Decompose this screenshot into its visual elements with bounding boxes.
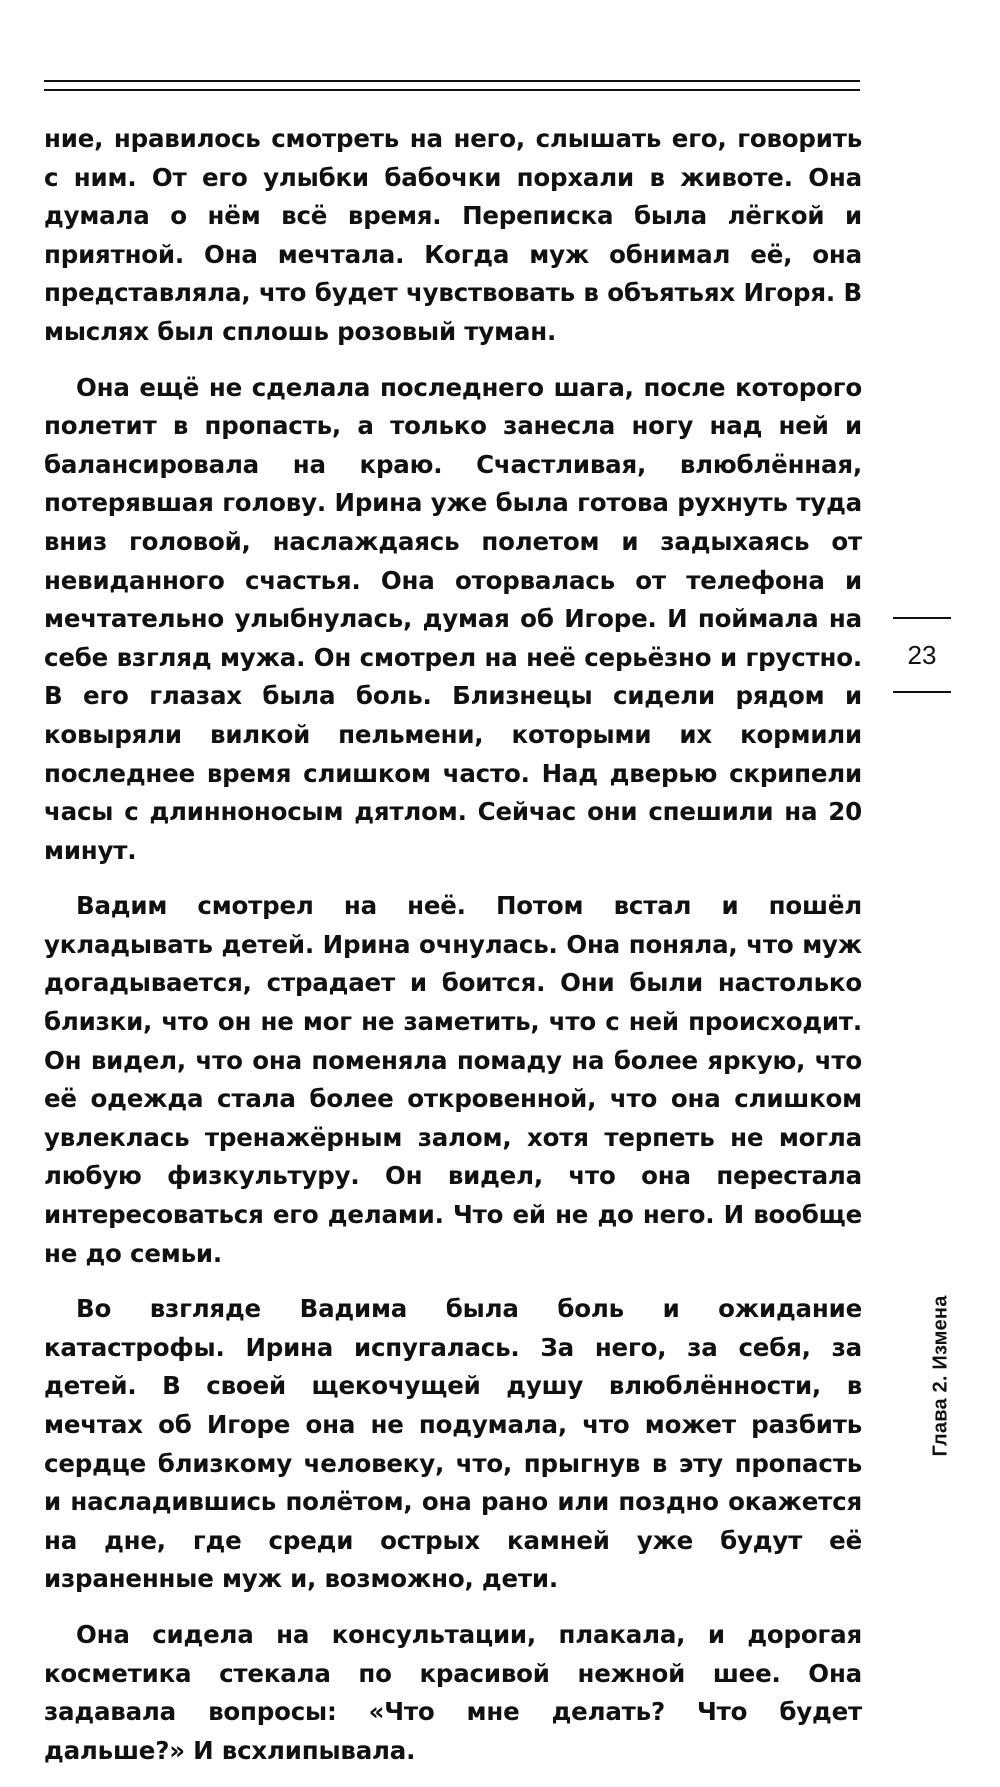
paragraph-1: ние, нравилось смотреть на него, слышать его, говорить с ним. От его улыбки бабочки порхали в животе. Она думала о нём всё время. Переписка была лёгкой и приятной. Она мечтала. Когда муж обнимал её, она представляла, что будет чувствовать в объятьях Игоря. В мыслях был сплошь розовый туман. (44, 124, 862, 346)
paragraph-3: Вадим смотрел на неё. Потом встал и пошёл укладывать детей. Ирина очнулась. Она поняла, что муж догадывается, страдает и боится. Они были настолько близки, что он не мог не заметить, что с ней происходит. Он видел, что она поменяла помаду на более яркую, что её одежда стала более откровенной, что она слишком увлеклась тренажёрным залом, хотя терпеть не могла любую физкультуру. Он видел, что она перестала интересоваться его делами. Что ей не до него. И вообще не до семьи. (44, 891, 862, 1268)
paragraph-2: Она ещё не сделала последнего шага, после которого полетит в пропасть, а только занесла ногу над ней и балансировала на краю. Счастливая, влюблённая, потерявшая голову. Ирина уже была готова рухнуть туда вниз головой, наслаждаясь полетом и задыхаясь от невиданного счастья. Она оторвалась от телефона и мечтательно улыбнулась, думая об Игоре. И поймала на себе взгляд мужа. Он смотрел на неё серьёзно и грустно. В его глазах была боль. Близнецы сидели рядом и ковыряли вилкой пельмени, которыми их кормили последнее время слишком часто. Над дверью скрипели часы с длинноносым дятлом. Сейчас они спешили на 20 минут. (44, 372, 862, 865)
running-title (921, 1296, 961, 1456)
paragraph-5: Она сидела на консультации, плакала, и дорогая косметика стекала по красивой нежной шее. Она задавала вопросы: «Что мне делать? Что будет дальше?» И всхлипывала. (44, 1619, 862, 1765)
page-number-marker (893, 617, 951, 693)
header-rule-bottom (44, 89, 860, 91)
page-number-rule-top (893, 617, 951, 619)
page-number: 23 (907, 640, 937, 670)
body-text (44, 120, 862, 1787)
paragraph-4: Во взгляде Вадима была боль и ожидание катастрофы. Ирина испугалась. За него, за себя, за детей. В своей щекочущей душу влюблённости, в мечтах об Игоре она не подумала, что может разбить сердце близкому человеку, что, прыгнув в эту пропасть и насладившись полётом, она рано или поздно окажется на дне, где среди острых камней уже будут её израненные муж и, возможно, дети. (44, 1294, 862, 1594)
header-rule-top (44, 80, 860, 82)
running-title-text: Глава 2. Измена (929, 1295, 952, 1457)
page-number-rule-bottom (893, 691, 951, 693)
